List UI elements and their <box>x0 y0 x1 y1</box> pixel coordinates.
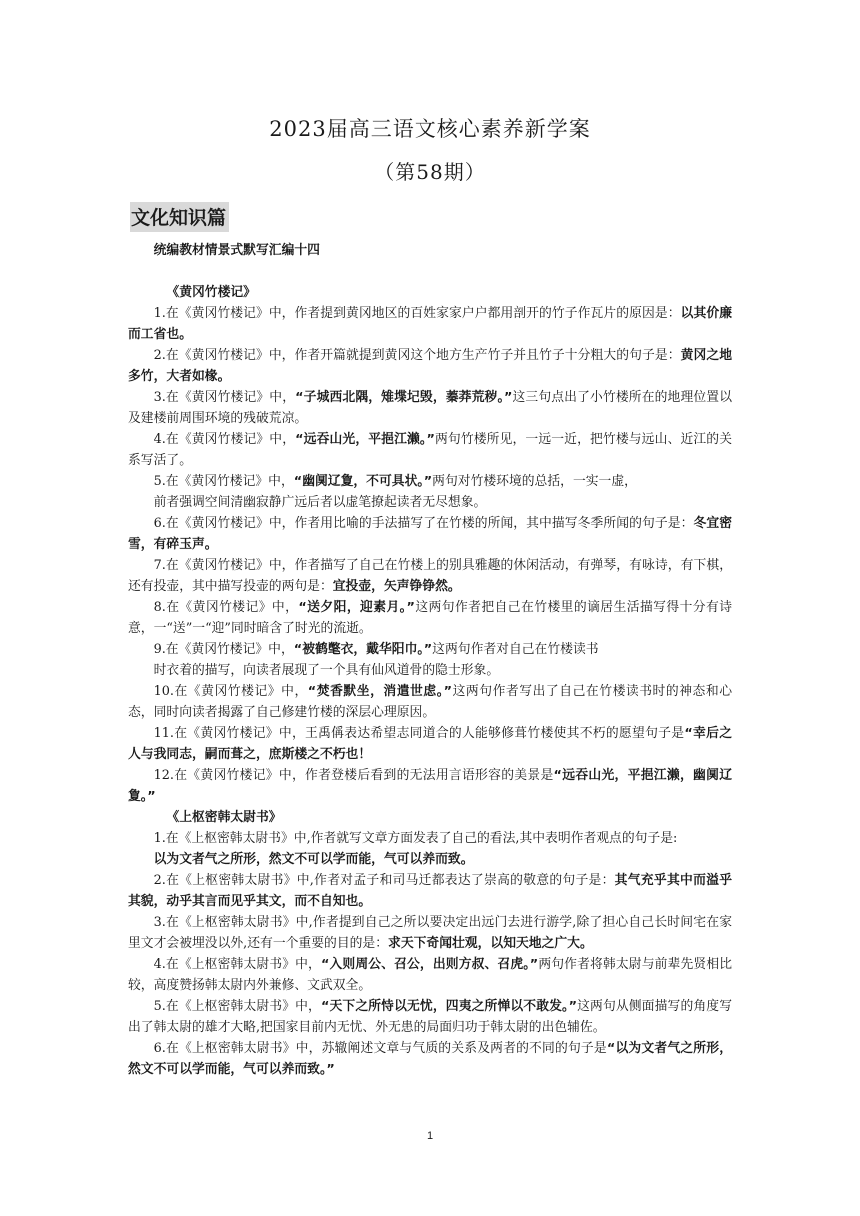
question-text: 4.在《黄冈竹楼记》中， <box>153 432 296 447</box>
work-title: 《黄冈竹楼记》 <box>166 285 256 300</box>
section-heading: 文化知识篇 <box>130 202 229 232</box>
question-item <box>128 681 732 723</box>
question-item <box>128 765 732 807</box>
answer-text: 其气充乎其中而溢乎其貌，动乎其言而见乎其文，而不自知也。 <box>128 873 732 909</box>
answer-text: “幸后之人与我同志，嗣而葺之，庶斯楼之不朽也！ <box>128 726 732 762</box>
question-text: 1.在《上枢密韩太尉书》中,作者就写文章方面发表了自己的看法,其中表明作者观点的句子是: <box>153 831 678 846</box>
question-item <box>128 387 732 429</box>
document-body <box>128 240 732 1080</box>
question-text: 两句竹楼所见，一远一近，把竹楼与远山、近江的关系写活了。 <box>128 432 732 468</box>
page-title: 2023届高三语文核心素养新学案 <box>269 117 591 141</box>
question-text: 1.在《黄冈竹楼记》中，作者提到黄冈地区的百姓家家户户都用剖开的竹子作瓦片的原因是： <box>153 306 681 321</box>
question-text: 7.在《黄冈竹楼记》中，作者描写了自己在竹楼上的别具雅趣的休闲活动，有弹琴，有咏诗，有下棋，还有投壶，其中描写投壶的两句是： <box>128 558 732 594</box>
answer-text: “送夕阳，迎素月。” <box>298 600 415 615</box>
answer-text: 宜投壶，矢声铮铮然。 <box>332 579 461 594</box>
question-text: 3.在《上枢密韩太尉书》中,作者提到自己之所以要决定出远门去进行游学,除了担心自己长时间宅在家里文才会被埋没以外,还有一个重要的目的是： <box>128 915 732 951</box>
question-text: 这三句点出了小竹楼所在的地理位置以及建楼前周围环境的残破荒凉。 <box>128 390 733 426</box>
answer-text: 以为文者气之所形，然文不可以学而能，气可以养而致。 <box>153 852 474 867</box>
question-text: 9.在《黄冈竹楼记》中， <box>153 642 294 657</box>
question-continuation: 前者强调空间清幽寂静广远后者以虚笔撩起读者无尽想象。 <box>153 495 487 510</box>
question-text: 10.在《黄冈竹楼记》中， <box>153 684 308 699</box>
answer-text: 黄冈之地多竹，大者如椽。 <box>128 348 732 384</box>
work-title: 《上枢密韩太尉书》 <box>166 810 282 825</box>
question-item <box>128 954 732 996</box>
work1-items <box>128 303 732 807</box>
question-text: 8.在《黄冈竹楼记》中， <box>153 600 299 615</box>
question-text: 两句对竹楼环境的总括，一实一虚， <box>432 474 637 489</box>
answer-text: 以其价廉而工省也。 <box>128 306 732 342</box>
answer-text: “焚香默坐，消遣世虑。” <box>307 684 453 699</box>
question-item <box>128 345 732 387</box>
question-item <box>128 513 732 555</box>
question-item <box>128 471 732 492</box>
question-text: 2.在《黄冈竹楼记》中，作者开篇就提到黄冈这个地方生产竹子并且竹子十分粗大的句子是： <box>153 348 681 363</box>
question-text: 5.在《黄冈竹楼记》中， <box>153 474 294 489</box>
question-item <box>128 912 732 954</box>
answer-text: “天下之所恃以无忧，四夷之所惮以不敢发。” <box>320 999 577 1014</box>
question-text: 3.在《黄冈竹楼记》中， <box>153 390 296 405</box>
question-text: 这两句从侧面描写的角度写出了韩太尉的雄才大略,把国家目前内无忧、外无患的局面归功于韩太尉的出色辅佐。 <box>128 999 733 1035</box>
question-item <box>128 996 732 1038</box>
answer-text: 求天下奇闻壮观，以知天地之广大。 <box>388 936 593 951</box>
question-item <box>128 597 732 639</box>
question-text: 这两句作者把自己在竹楼里的谪居生活描写得十分有诗意，一“送”一“迎”同时暗含了时光的流逝。 <box>128 600 733 636</box>
answer-text: “以为文者气之所形，然文不可以学而能，气可以养而致。” <box>128 1041 732 1077</box>
question-text: 这两句作者写出了自己在竹楼读书时的神态和心态，同时向读者揭露了自己修建竹楼的深层心理原因。 <box>128 684 733 720</box>
question-item <box>128 555 732 597</box>
answer-text: “幽阒辽夐，不可具状。” <box>293 474 433 489</box>
question-item <box>128 870 732 912</box>
question-text: 这两句作者对自己在竹楼读书 <box>432 642 599 657</box>
work2-items <box>128 828 732 1080</box>
answer-text: “入则周公、召公，出则方叔、召虎。” <box>320 957 539 972</box>
question-text: 12.在《黄冈竹楼记》中，作者登楼后看到的无法用言语形容的美景是 <box>153 768 554 783</box>
subheading: 统编教材情景式默写汇编十四 <box>153 243 320 258</box>
answer-text: “远吞山光，平挹江濑。” <box>295 432 435 447</box>
question-text: 2.在《上枢密韩太尉书》中,作者对孟子和司马迁都表达了崇高的敬意的句子是： <box>153 873 615 888</box>
question-text: 4.在《上枢密韩太尉书》中， <box>153 957 321 972</box>
answer-text: “被鹤氅衣，戴华阳巾。” <box>293 642 433 657</box>
question-item <box>128 639 732 660</box>
question-text: 11.在《黄冈竹楼记》中，王禹偁表达希望志同道合的人能够修葺竹楼使其不朽的愿望句子是 <box>153 726 685 741</box>
question-text: 两句作者将韩太尉与前辈先贤相比较，高度赞扬韩太尉内外兼修、文武双全。 <box>128 957 733 993</box>
question-text: 5.在《上枢密韩太尉书》中， <box>153 999 321 1014</box>
question-item <box>128 1038 732 1080</box>
question-item <box>128 723 732 765</box>
answer-line <box>128 849 732 870</box>
page-number: 1 <box>426 1130 434 1142</box>
question-continuation: 时衣着的描写，向读者展现了一个具有仙风道骨的隐士形象。 <box>153 663 500 678</box>
answer-text: 冬宜密雪，有碎玉声。 <box>128 516 733 552</box>
answer-text: “远吞山光，平挹江濑，幽阒辽夐。” <box>128 768 732 804</box>
answer-text: “子城西北隅，雉堞圮毁，蓁莽荒秽。” <box>295 390 513 405</box>
issue-number: （第58期） <box>374 160 486 184</box>
question-text: 6.在《黄冈竹楼记》中，作者用比喻的手法描写了在竹楼的所闻，其中描写冬季所闻的句子是： <box>153 516 694 531</box>
question-item <box>128 429 732 471</box>
question-text: 6.在《上枢密韩太尉书》中，苏辙阐述文章与气质的关系及两者的不同的句子是 <box>153 1041 607 1056</box>
question-item <box>128 303 732 345</box>
question-item <box>128 828 732 849</box>
